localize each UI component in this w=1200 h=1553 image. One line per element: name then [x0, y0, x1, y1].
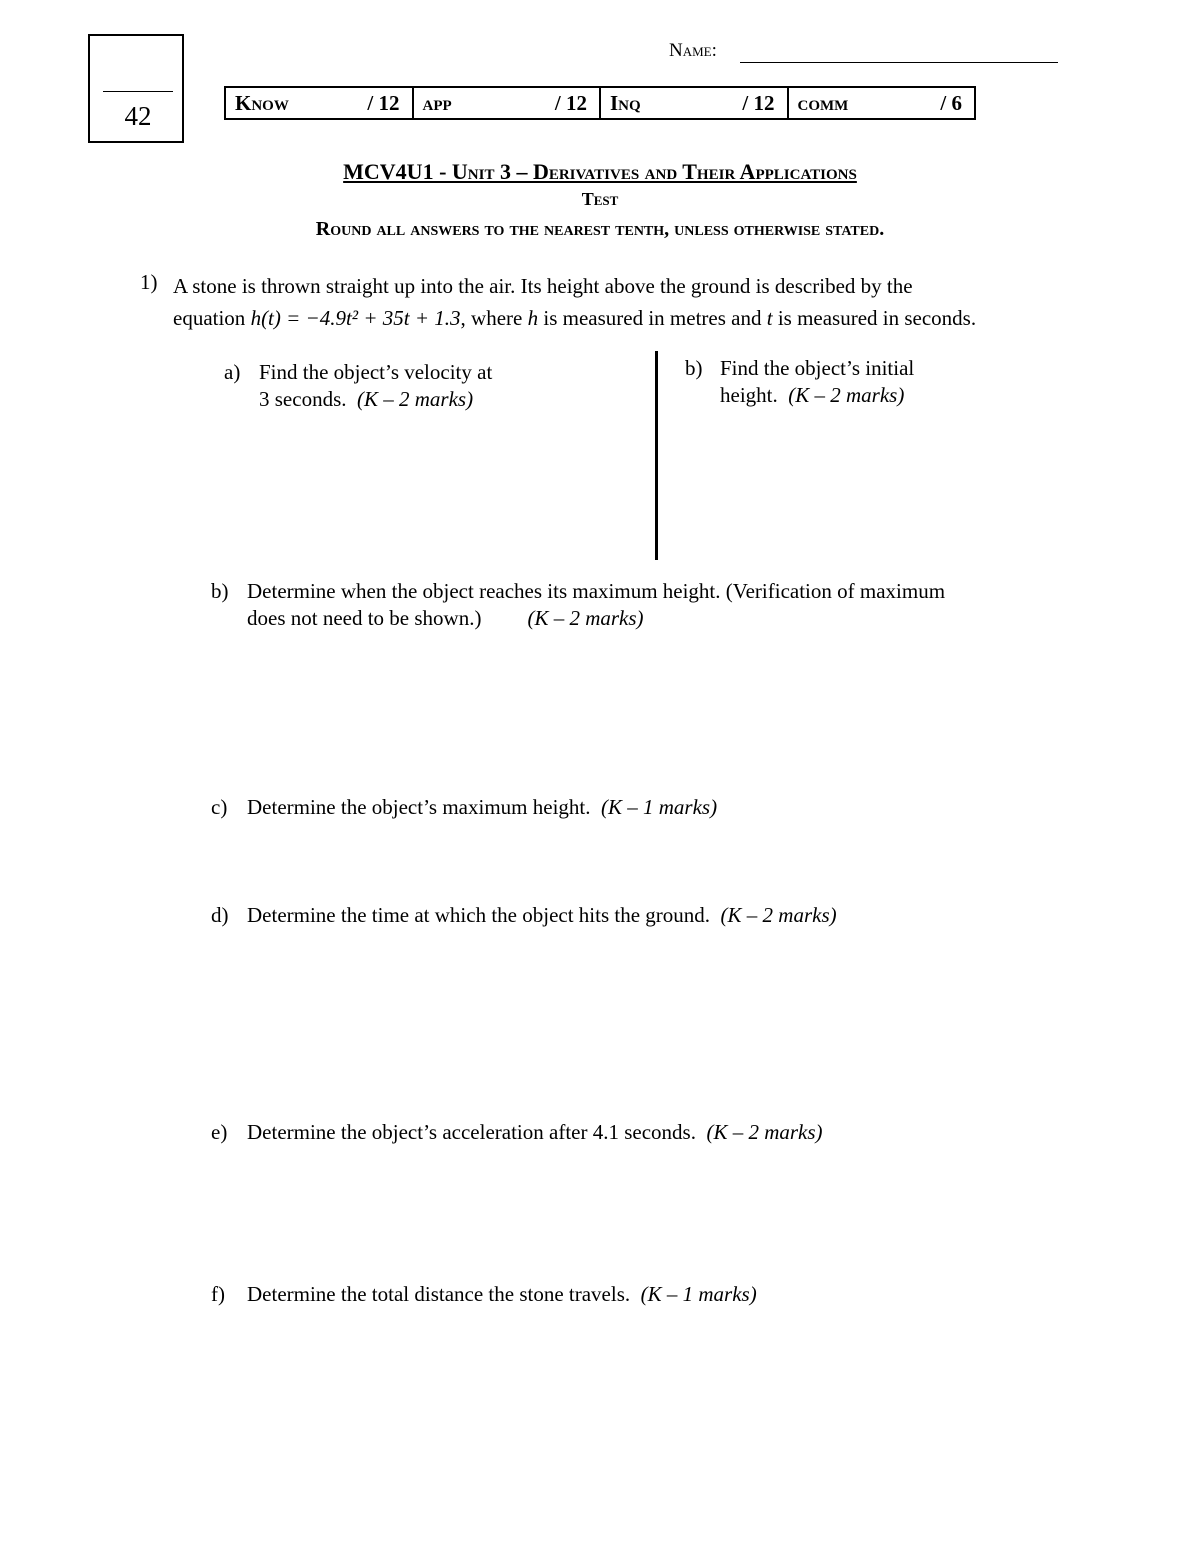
marks-cell-label: Inq [610, 90, 641, 115]
part-marks: (K – 2 marks) [527, 606, 644, 630]
marks-cell-label: comm [797, 90, 849, 115]
height-equation: h(t) = −4.9t² + 35t + 1.3 [250, 306, 461, 330]
part-line-1: Determine when the object reaches its maximum height. (Verification of maximum [247, 579, 946, 603]
marks-cell-score: / 12 [367, 90, 400, 115]
name-field[interactable] [740, 62, 1058, 63]
part-text [720, 355, 1080, 409]
part-text [247, 794, 1087, 821]
part-label: e) [211, 1120, 228, 1144]
part-label: a) [224, 360, 241, 384]
score-total: 42 [124, 101, 152, 131]
page-subtitle: Test [581, 189, 619, 209]
part-marks: (K – 1 marks) [601, 795, 718, 819]
part-text [259, 359, 619, 413]
part-text [247, 578, 1087, 632]
marks-cell-label: Know [235, 90, 289, 115]
part-marks: (K – 2 marks) [720, 903, 837, 927]
name-label: Name: [669, 40, 717, 61]
part-line-1: Determine the object’s acceleration after 4.1 seconds. [247, 1120, 696, 1144]
rounding-instruction: Round all answers to the nearest tenth, unless otherwise stated. [315, 218, 885, 240]
marks-cell-score: / 6 [940, 90, 962, 115]
part-line-1: Determine the time at which the object hits the ground. [247, 903, 711, 927]
marks-cell-comm [789, 88, 975, 118]
part-text [247, 1119, 1087, 1146]
question-text-segment: is measured in metres and [543, 306, 762, 330]
marks-cell-know [226, 88, 414, 118]
part-line-1: Find the object’s initial [720, 356, 915, 380]
question-stem [173, 270, 1073, 334]
variable-h: h [527, 306, 539, 330]
part-line-2: height. [720, 383, 778, 407]
marks-cell-score: / 12 [742, 90, 775, 115]
part-line-1: Determine the object’s maximum height. [247, 795, 591, 819]
column-divider [655, 351, 658, 560]
part-line-2: does not need to be shown.) [247, 606, 482, 630]
marks-cell-label: app [422, 90, 452, 115]
page-title: MCV4U1 - Unit 3 – Derivatives and Their Applications [343, 159, 857, 184]
part-label: b) [211, 579, 229, 603]
part-text [247, 902, 1087, 929]
part-marks: (K – 2 marks) [357, 387, 474, 411]
question-number: 1) [140, 270, 158, 294]
part-marks: (K – 2 marks) [788, 383, 905, 407]
part-line-1: Find the object’s velocity at [259, 360, 493, 384]
part-text [247, 1281, 1087, 1308]
question-line-2 [173, 302, 1073, 334]
question-equation-prefix: equation [173, 306, 246, 330]
part-marks: (K – 1 marks) [640, 1282, 757, 1306]
part-marks: (K – 2 marks) [706, 1120, 823, 1144]
part-label: b) [685, 356, 703, 380]
part-label: f) [211, 1282, 225, 1306]
part-line-1: Determine the total distance the stone travels. [247, 1282, 631, 1306]
part-label: d) [211, 903, 229, 927]
question-line-1: A stone is thrown straight up into the air. Its height above the ground is described by the [173, 274, 913, 298]
variable-t: t [766, 306, 773, 330]
score-fraction-line [103, 91, 173, 92]
marks-cell-app [414, 88, 602, 118]
question-text-segment: is measured in seconds. [777, 306, 977, 330]
question-text-segment: , where [460, 306, 523, 330]
score-box [88, 34, 184, 143]
marks-cell-inq [601, 88, 789, 118]
part-label: c) [211, 795, 228, 819]
marks-table [224, 86, 976, 120]
part-line-2: 3 seconds. [259, 387, 347, 411]
marks-cell-score: / 12 [554, 90, 587, 115]
